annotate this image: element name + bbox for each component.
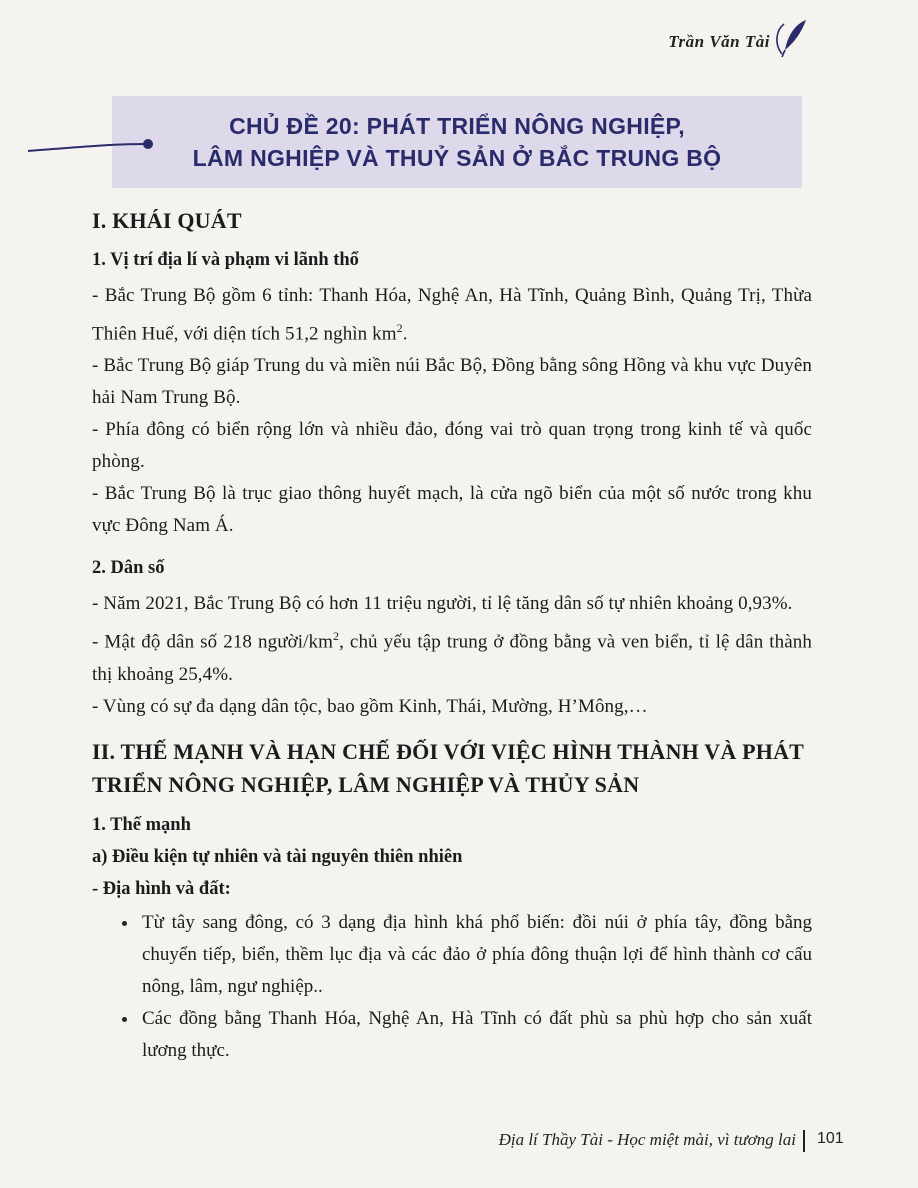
paragraph-provinces-text: - Bắc Trung Bộ gồm 6 tỉnh: Thanh Hóa, Nghệ An, Hà Tĩnh, Quảng Bình, Quảng Trị, Thừa Thiên Huế, với diện tích 51,2 nghìn km: [92, 285, 812, 345]
main-content: [92, 206, 812, 1067]
heading-terrain-soil: - Địa hình và đất:: [92, 878, 231, 899]
subsection-heading-strengths: 1. Thế mạnh: [92, 814, 191, 835]
superscript-2: 2: [332, 629, 340, 644]
topic-title-line2: LÂM NGHIỆP VÀ THUỶ SẢN Ở BẮC TRUNG BỘ: [192, 145, 722, 171]
paragraph-ethnicity: - Vùng có sự đa dạng dân tộc, bao gồm Kinh, Thái, Mường, H’Mông,…: [92, 695, 648, 717]
list-item-text: Các đồng bằng Thanh Hóa, Nghệ An, Hà Tĩnh có đất phù sa phù hợp cho sản xuất lương thực.: [142, 1007, 812, 1061]
subsection-heading-location: 1. Vị trí địa lí và phạm vi lãnh thổ: [92, 250, 359, 270]
paragraph-sea: - Phía đông có biển rộng lớn và nhiều đảo, đóng vai trò quan trọng trong kinh tế và quốc phòng.: [92, 419, 812, 473]
list-item: [122, 907, 812, 1003]
subsection-heading-population: 2. Dân số: [92, 558, 165, 579]
paragraph-density-text: - Mật độ dân số 218 người/km: [92, 631, 333, 653]
paragraph-borders: - Bắc Trung Bộ giáp Trung du và miền núi Bắc Bộ, Đồng bằng sông Hồng và khu vực Duyên hải Nam Trung Bộ.: [92, 355, 812, 409]
subsection-location: [92, 246, 812, 542]
terrain-bullet-list: [92, 907, 812, 1067]
heading-natural-conditions: a) Điều kiện tự nhiên và tài nguyên thiên nhiên: [92, 846, 463, 867]
list-item-text: Từ tây sang đông, có 3 dạng địa hình khá phổ biến: đồi núi ở phía tây, đồng bằng chuyển tiếp, biển, thềm lục địa và các đảo ở phía đông thuận lợi để hình thành cơ cấu nông, lâm, ngư nghiệp..: [142, 911, 812, 997]
superscript-2: 2: [396, 321, 403, 335]
header-author: Trần Văn Tài: [668, 32, 770, 51]
section-heading-overview: I. KHÁI QUÁT: [92, 208, 242, 233]
quill-icon: [772, 16, 810, 60]
section-heading-strengths: II. THẾ MẠNH VÀ HẠN CHẾ ĐỐI VỚI VIỆC HÌNH THÀNH VÀ PHÁT TRIỂN NÔNG NGHIỆP, LÂM NGHIỆP VÀ THỦY SẢN: [92, 738, 804, 797]
paragraph-provinces-end: .: [402, 323, 408, 345]
paragraph-provinces: [92, 280, 812, 350]
page-number: 101: [817, 1130, 844, 1147]
topic-title-line1: CHỦ ĐỀ 20: PHÁT TRIỂN NÔNG NGHIỆP,: [229, 113, 685, 139]
subsection-population: [92, 554, 812, 722]
bullet-dot-icon: [122, 1017, 127, 1022]
footer-text: Địa lí Thầy Tài - Học miệt mài, vì tương lai: [498, 1130, 796, 1149]
paragraph-density: [92, 620, 812, 690]
list-item: [122, 1003, 812, 1067]
bullet-dot-icon: [122, 921, 127, 926]
subsection-strengths: [92, 811, 812, 1067]
topic-title: [112, 110, 802, 174]
paragraph-population: - Năm 2021, Bắc Trung Bộ có hơn 11 triệu người, tỉ lệ tăng dân số tự nhiên khoảng 0,93%.: [92, 593, 793, 615]
paragraph-density-end: , chủ yếu tập trung ở đồng bằng và ven biển, tỉ lệ dân thành thị khoảng 25,4%.: [92, 631, 812, 685]
paragraph-transport: - Bắc Trung Bộ là trục giao thông huyết mạch, là cửa ngõ biển của một số nước trong khu vực Đông Nam Á.: [92, 483, 812, 537]
footer-separator: [803, 1130, 805, 1152]
